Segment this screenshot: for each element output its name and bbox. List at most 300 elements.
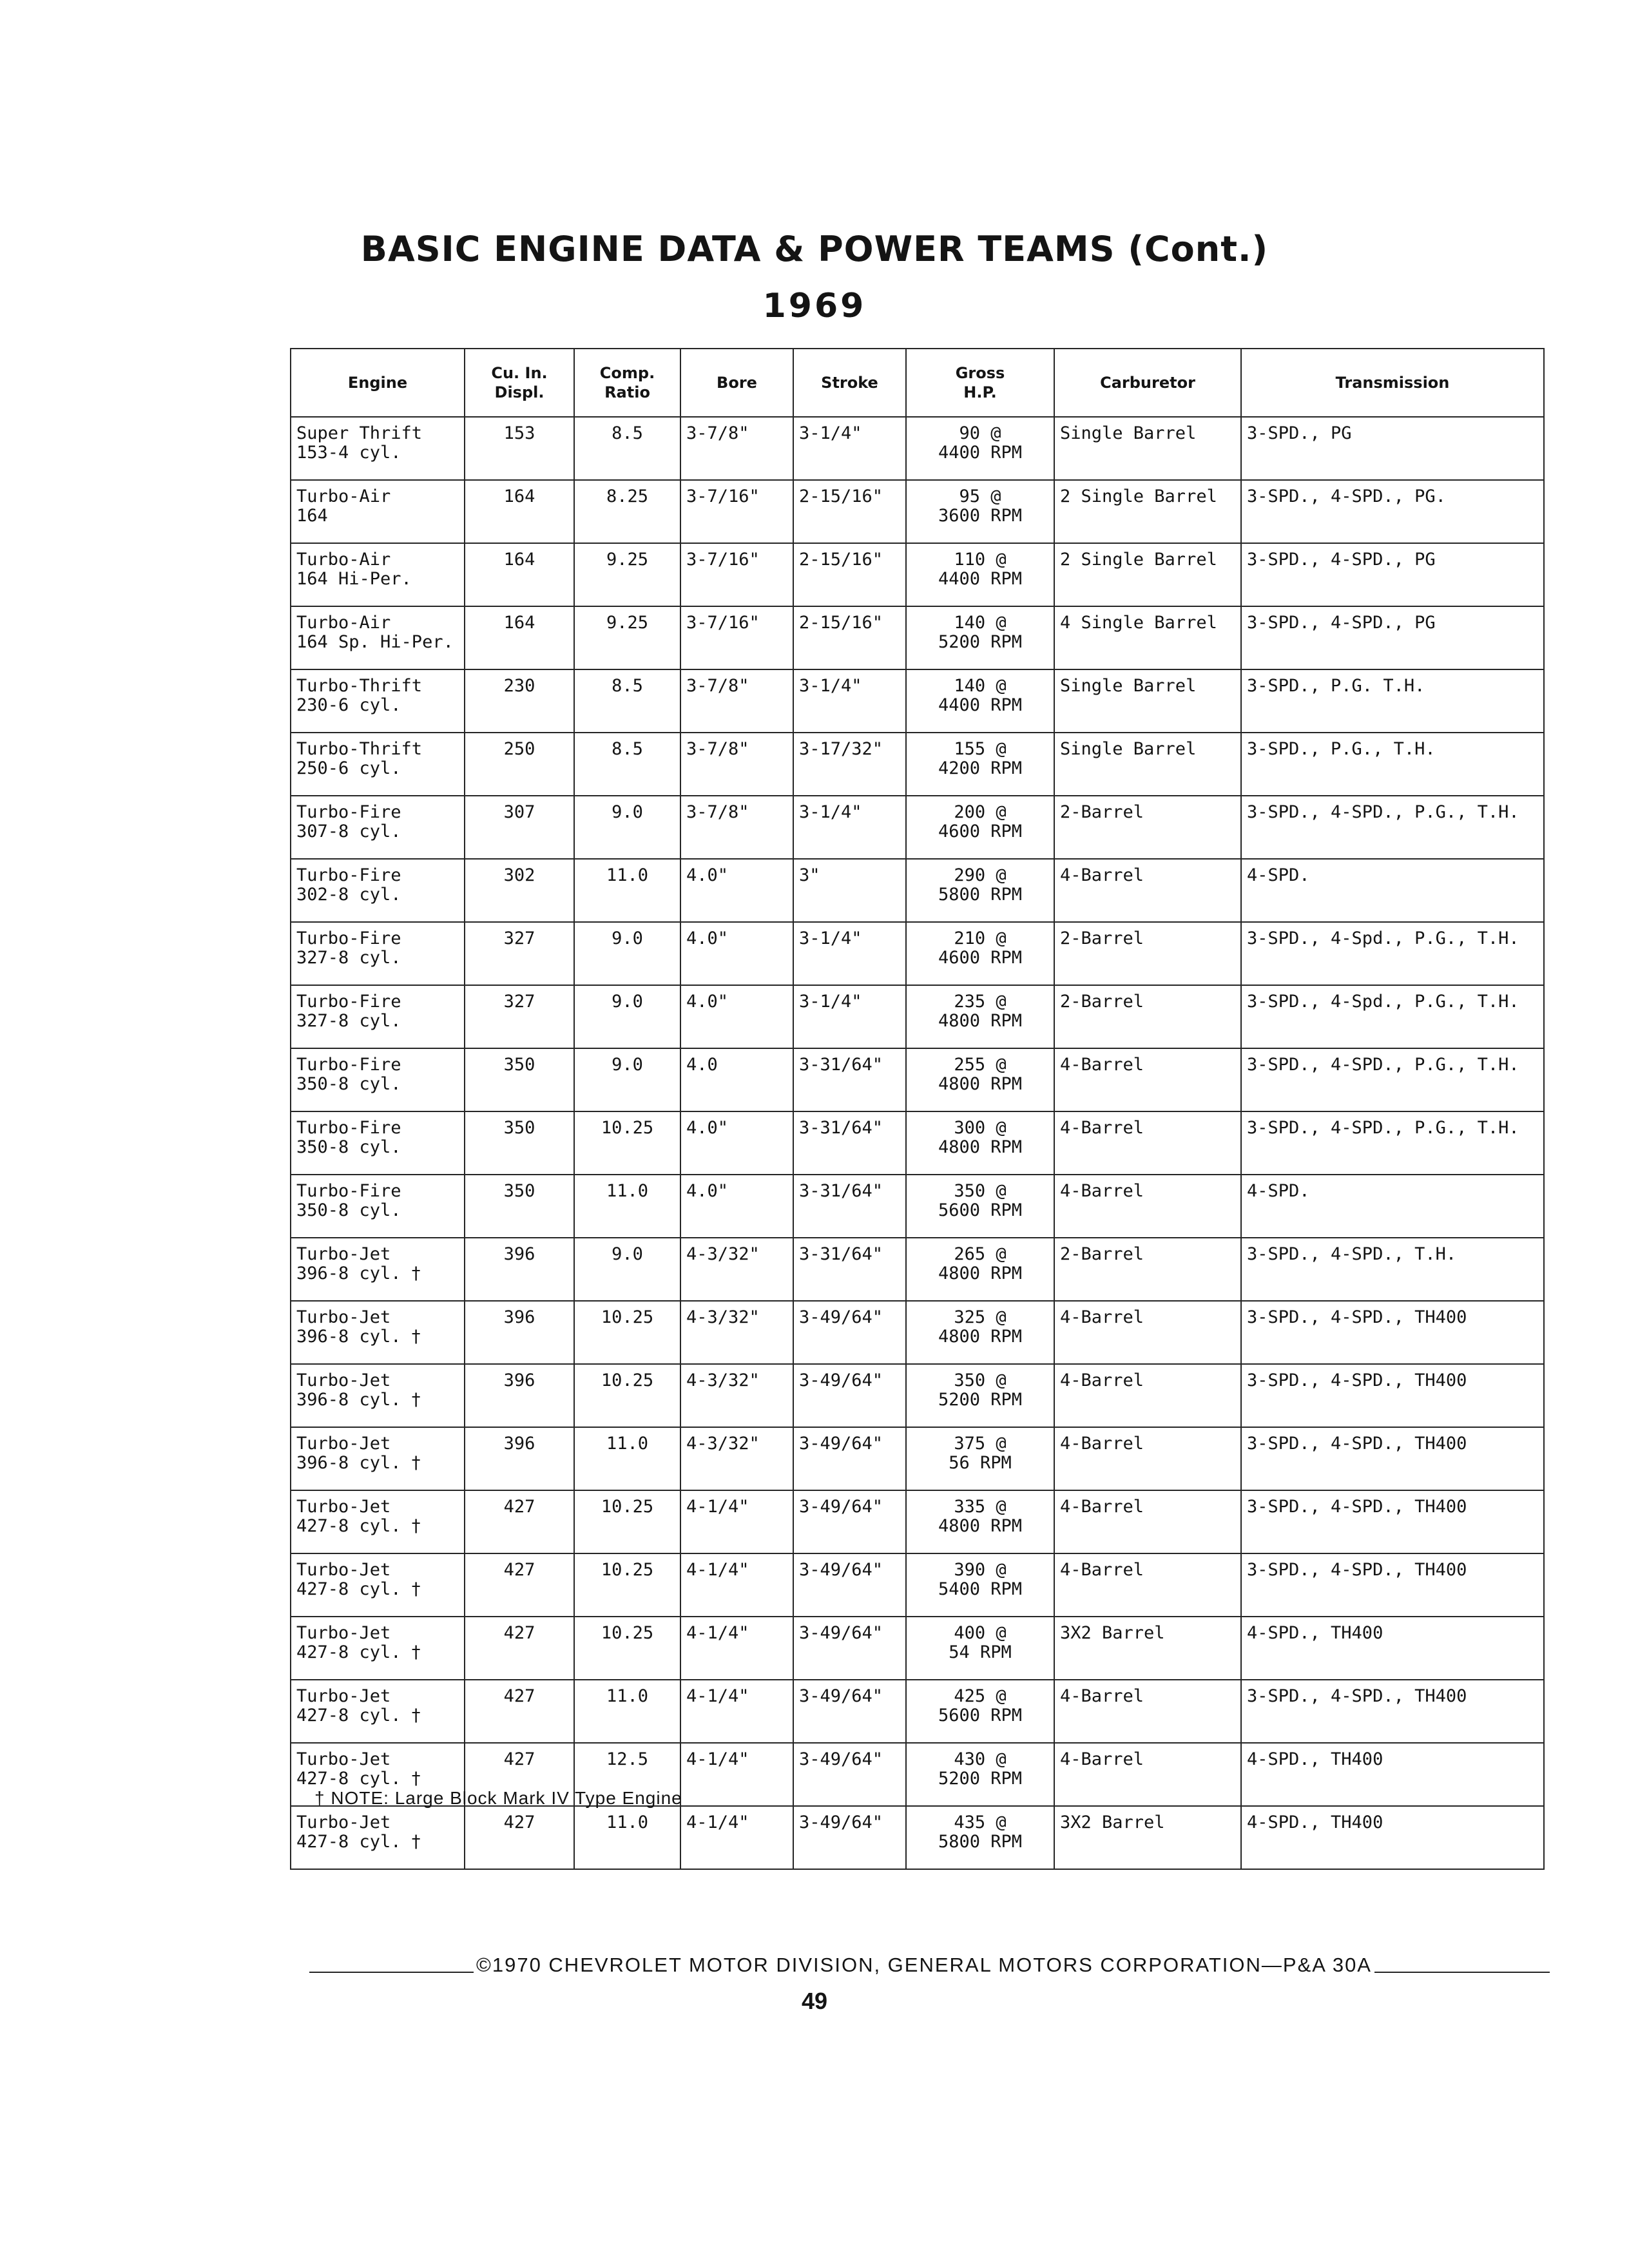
cell-bore: 3-7/8" [680,417,793,480]
cell-transmission: 3-SPD., 4-SPD., TH400 [1241,1364,1544,1427]
cell-engine [291,985,465,1048]
table-row [291,1048,1544,1111]
hp-rpm: 4800 RPM [938,1011,1023,1031]
engine-config: 427-8 cyl. [296,1769,401,1789]
cell-transmission: 3-SPD., 4-SPD., TH400 [1241,1427,1544,1490]
cell-stroke: 3-31/64" [793,1175,906,1238]
page-number: 49 [801,1988,828,2014]
cell-comp-ratio: 9.0 [574,922,680,985]
cell-comp-ratio: 11.0 [574,1427,680,1490]
engine-name: Turbo-Fire [296,1118,401,1138]
hp-value: 140 @ [954,613,1007,633]
cell-gross-hp [906,859,1054,922]
cell-transmission: 3-SPD., 4-SPD., PG [1241,606,1544,669]
cell-transmission: 4-SPD., TH400 [1241,1617,1544,1680]
dagger-mark: † [411,1579,421,1599]
cell-engine [291,1301,465,1364]
cell-bore: 3-7/16" [680,543,793,606]
cell-gross-hp [906,669,1054,733]
cell-carburetor: 4-Barrel [1054,1175,1241,1238]
col-header-bore: Bore [680,349,793,417]
hp-rpm: 5600 RPM [938,1706,1023,1725]
cell-stroke: 3-31/64" [793,1238,906,1301]
engine-config: 396-8 cyl. [296,1390,401,1410]
engine-name: Turbo-Thrift [296,676,423,696]
engine-config: 164 [296,506,328,526]
cell-transmission: 3-SPD., 4-SPD., P.G., T.H. [1241,796,1544,859]
cell-gross-hp [906,1301,1054,1364]
cell-bore: 4-1/4" [680,1680,793,1743]
cell-stroke: 3-49/64" [793,1364,906,1427]
cell-engine [291,1617,465,1680]
hp-value: 390 @ [954,1560,1007,1580]
cell-carburetor: 2 Single Barrel [1054,543,1241,606]
cell-carburetor: 3X2 Barrel [1054,1617,1241,1680]
cell-transmission: 3-SPD., 4-SPD., PG. [1241,480,1544,543]
col-header-stroke: Stroke [793,349,906,417]
cell-engine [291,922,465,985]
cell-carburetor: Single Barrel [1054,733,1241,796]
cell-comp-ratio: 10.25 [574,1553,680,1617]
dagger-mark: † [411,1453,421,1473]
cell-displ: 350 [465,1048,574,1111]
cell-stroke: 3-1/4" [793,985,906,1048]
dagger-mark: † [411,1390,421,1410]
cell-displ: 396 [465,1427,574,1490]
cell-carburetor: 4-Barrel [1054,1680,1241,1743]
table-row [291,417,1544,480]
table-row [291,1301,1544,1364]
hp-value: 200 @ [954,802,1007,822]
cell-carburetor: 4-Barrel [1054,859,1241,922]
hp-value: 335 @ [954,1497,1007,1517]
table-row [291,1680,1544,1743]
cell-carburetor: 2-Barrel [1054,796,1241,859]
cell-gross-hp [906,1048,1054,1111]
cell-stroke: 3-49/64" [793,1490,906,1553]
cell-gross-hp [906,1553,1054,1617]
engine-name: Turbo-Thrift [296,739,423,759]
cell-carburetor: 4-Barrel [1054,1553,1241,1617]
cell-comp-ratio: 9.25 [574,543,680,606]
engine-name: Turbo-Jet [296,1812,391,1832]
engine-name: Turbo-Jet [296,1749,391,1769]
hp-rpm: 5400 RPM [938,1579,1023,1599]
cell-displ: 350 [465,1175,574,1238]
copyright-text: ©1970 CHEVROLET MOTOR DIVISION, GENERAL MOTORS CORPORATION—P&A 30A [476,1954,1372,1976]
table-row [291,1553,1544,1617]
hp-value: 210 @ [954,928,1007,948]
table-body [291,417,1544,1869]
dagger-mark: † [411,1327,421,1347]
cell-stroke: 3-17/32" [793,733,906,796]
cell-transmission: 3-SPD., 4-Spd., P.G., T.H. [1241,922,1544,985]
cell-transmission: 4-SPD., TH400 [1241,1743,1544,1806]
cell-transmission: 3-SPD., 4-SPD., TH400 [1241,1301,1544,1364]
cell-displ: 427 [465,1806,574,1869]
cell-bore: 4.0" [680,859,793,922]
hp-value: 90 @ [959,423,1001,443]
hp-rpm: 4800 RPM [938,1137,1023,1157]
cell-bore: 4-3/32" [680,1238,793,1301]
cell-carburetor: 4-Barrel [1054,1301,1241,1364]
engine-name: Turbo-Fire [296,865,401,885]
cell-transmission: 3-SPD., 4-SPD., TH400 [1241,1680,1544,1743]
cell-engine [291,1553,465,1617]
cell-gross-hp [906,1364,1054,1427]
cell-transmission: 3-SPD., 4-SPD., TH400 [1241,1490,1544,1553]
engine-name: Turbo-Jet [296,1244,391,1264]
cell-stroke: 3-49/64" [793,1301,906,1364]
engine-name: Turbo-Air [296,550,391,570]
table-row [291,859,1544,922]
cell-stroke: 2-15/16" [793,606,906,669]
cell-displ: 327 [465,985,574,1048]
hp-rpm: 4800 RPM [938,1516,1023,1536]
col-header-transmission: Transmission [1241,349,1544,417]
col-header-gross-hp: Gross H.P. [906,349,1054,417]
hp-rpm: 4600 RPM [938,948,1023,968]
cell-gross-hp [906,1617,1054,1680]
cell-displ: 230 [465,669,574,733]
hp-value: 350 @ [954,1181,1007,1201]
table-row [291,922,1544,985]
cell-transmission: 3-SPD., 4-SPD., TH400 [1241,1553,1544,1617]
engine-name: Turbo-Air [296,486,391,506]
cell-carburetor: 4 Single Barrel [1054,606,1241,669]
cell-gross-hp [906,1238,1054,1301]
engine-name: Turbo-Fire [296,992,401,1012]
hp-rpm: 5200 RPM [938,1390,1023,1410]
cell-carburetor: 4-Barrel [1054,1111,1241,1175]
cell-engine [291,859,465,922]
cell-bore: 3-7/16" [680,480,793,543]
cell-transmission: 3-SPD., 4-SPD., P.G., T.H. [1241,1048,1544,1111]
hp-rpm: 5200 RPM [938,1769,1023,1789]
cell-engine [291,1364,465,1427]
hp-value: 435 @ [954,1812,1007,1832]
engine-config: 427-8 cyl. [296,1832,401,1852]
cell-displ: 350 [465,1111,574,1175]
table-row [291,733,1544,796]
hp-rpm: 5800 RPM [938,885,1023,905]
table-row [291,669,1544,733]
hp-value: 95 @ [959,486,1001,506]
cell-gross-hp [906,480,1054,543]
hp-value: 265 @ [954,1244,1007,1264]
cell-engine [291,669,465,733]
cell-engine [291,1238,465,1301]
hp-value: 430 @ [954,1749,1007,1769]
cell-gross-hp [906,1427,1054,1490]
engine-config: 327-8 cyl. [296,1011,401,1031]
engine-config: 302-8 cyl. [296,885,401,905]
col-header-comp-ratio: Comp. Ratio [574,349,680,417]
engine-config: 307-8 cyl. [296,822,401,841]
table-header-row [291,349,1544,417]
cell-displ: 307 [465,796,574,859]
hp-rpm: 56 RPM [949,1453,1012,1473]
cell-comp-ratio: 8.5 [574,669,680,733]
cell-transmission: 3-SPD., 4-SPD., PG [1241,543,1544,606]
cell-comp-ratio: 9.0 [574,796,680,859]
table-row [291,1111,1544,1175]
engine-config: 396-8 cyl. [296,1453,401,1473]
cell-displ: 164 [465,606,574,669]
dagger-mark: † [411,1516,421,1536]
cell-comp-ratio: 11.0 [574,859,680,922]
cell-gross-hp [906,1111,1054,1175]
table-row [291,543,1544,606]
engine-name: Super Thrift [296,423,423,443]
cell-comp-ratio: 9.0 [574,1048,680,1111]
cell-gross-hp [906,796,1054,859]
cell-carburetor: 4-Barrel [1054,1048,1241,1111]
cell-displ: 396 [465,1364,574,1427]
cell-carburetor: 2 Single Barrel [1054,480,1241,543]
table-row [291,1427,1544,1490]
copyright-footer [309,1951,1550,1977]
hp-value: 110 @ [954,550,1007,570]
cell-engine [291,606,465,669]
engine-name: Turbo-Jet [296,1497,391,1517]
cell-transmission: 3-SPD., 4-SPD., P.G., T.H. [1241,1111,1544,1175]
cell-stroke: 3" [793,859,906,922]
hp-value: 425 @ [954,1686,1007,1706]
table-row [291,796,1544,859]
hp-rpm: 4400 RPM [938,695,1023,715]
cell-bore: 4-1/4" [680,1553,793,1617]
cell-carburetor: Single Barrel [1054,669,1241,733]
cell-comp-ratio: 10.25 [574,1364,680,1427]
cell-stroke: 3-49/64" [793,1680,906,1743]
cell-stroke: 2-15/16" [793,543,906,606]
cell-displ: 164 [465,543,574,606]
hp-value: 140 @ [954,676,1007,696]
cell-transmission: 4-SPD., TH400 [1241,1806,1544,1869]
cell-comp-ratio: 8.5 [574,417,680,480]
cell-carburetor: 4-Barrel [1054,1743,1241,1806]
cell-engine [291,480,465,543]
cell-stroke: 3-49/64" [793,1806,906,1869]
cell-transmission: 3-SPD., PG [1241,417,1544,480]
cell-gross-hp [906,1175,1054,1238]
engine-config: 427-8 cyl. [296,1579,401,1599]
cell-carburetor: 4-Barrel [1054,1490,1241,1553]
engine-name: Turbo-Jet [296,1370,391,1390]
cell-bore: 4-1/4" [680,1806,793,1869]
hp-rpm: 5200 RPM [938,632,1023,652]
footnote: † NOTE: Large Block Mark IV Type Engine [314,1788,682,1808]
cell-engine [291,1111,465,1175]
engine-config: 396-8 cyl. [296,1264,401,1283]
hp-rpm: 5800 RPM [938,1832,1023,1852]
cell-comp-ratio: 11.0 [574,1680,680,1743]
table-row [291,985,1544,1048]
cell-engine [291,1048,465,1111]
cell-transmission: 3-SPD., 4-Spd., P.G., T.H. [1241,985,1544,1048]
cell-stroke: 3-31/64" [793,1048,906,1111]
cell-bore: 4.0" [680,1111,793,1175]
hp-rpm: 4800 RPM [938,1327,1023,1347]
cell-comp-ratio: 10.25 [574,1490,680,1553]
engine-name: Turbo-Air [296,613,391,633]
cell-bore: 4.0 [680,1048,793,1111]
cell-gross-hp [906,733,1054,796]
cell-carburetor: 4-Barrel [1054,1427,1241,1490]
hp-rpm: 3600 RPM [938,506,1023,526]
cell-displ: 396 [465,1301,574,1364]
cell-engine [291,1175,465,1238]
cell-comp-ratio: 8.25 [574,480,680,543]
engine-config: 350-8 cyl. [296,1074,401,1094]
cell-displ: 250 [465,733,574,796]
cell-gross-hp [906,1806,1054,1869]
engine-config: 250-6 cyl. [296,758,401,778]
cell-comp-ratio: 10.25 [574,1111,680,1175]
cell-stroke: 3-49/64" [793,1743,906,1806]
cell-bore: 4.0" [680,985,793,1048]
hp-value: 300 @ [954,1118,1007,1138]
cell-bore: 4-1/4" [680,1490,793,1553]
cell-transmission: 3-SPD., P.G. T.H. [1241,669,1544,733]
cell-gross-hp [906,1743,1054,1806]
cell-bore: 4-1/4" [680,1617,793,1680]
dagger-mark: † [411,1832,421,1852]
cell-carburetor: 2-Barrel [1054,1238,1241,1301]
engine-name: Turbo-Jet [296,1686,391,1706]
cell-displ: 427 [465,1490,574,1553]
cell-bore: 4-3/32" [680,1364,793,1427]
engine-name: Turbo-Jet [296,1307,391,1327]
engine-name: Turbo-Jet [296,1560,391,1580]
cell-stroke: 3-49/64" [793,1427,906,1490]
hp-rpm: 4800 RPM [938,1264,1023,1283]
cell-engine [291,1490,465,1553]
engine-data-table [290,348,1545,1870]
cell-gross-hp [906,985,1054,1048]
engine-name: Turbo-Jet [296,1623,391,1643]
cell-displ: 327 [465,922,574,985]
table-row [291,1364,1544,1427]
cell-engine [291,733,465,796]
engine-name: Turbo-Fire [296,928,401,948]
cell-comp-ratio: 10.25 [574,1617,680,1680]
cell-gross-hp [906,1490,1054,1553]
dagger-mark: † [411,1769,421,1789]
cell-comp-ratio: 12.5 [574,1743,680,1806]
dagger-mark: † [411,1706,421,1725]
cell-stroke: 3-1/4" [793,417,906,480]
cell-stroke: 3-31/64" [793,1111,906,1175]
cell-engine [291,1427,465,1490]
cell-engine [291,543,465,606]
engine-config: 327-8 cyl. [296,948,401,968]
cell-carburetor: 2-Barrel [1054,922,1241,985]
cell-comp-ratio: 8.5 [574,733,680,796]
hp-rpm: 5600 RPM [938,1200,1023,1220]
engine-config: 164 Hi-Per. [296,569,412,589]
hp-value: 325 @ [954,1307,1007,1327]
table-row [291,606,1544,669]
cell-transmission: 3-SPD., P.G., T.H. [1241,733,1544,796]
cell-stroke: 3-1/4" [793,796,906,859]
table-row [291,1175,1544,1238]
cell-carburetor: Single Barrel [1054,417,1241,480]
cell-gross-hp [906,417,1054,480]
cell-gross-hp [906,543,1054,606]
table-row [291,1490,1544,1553]
cell-displ: 427 [465,1680,574,1743]
cell-displ: 427 [465,1617,574,1680]
page-title: BASIC ENGINE DATA & POWER TEAMS (Cont.) [360,229,1269,269]
dagger-mark: † [411,1264,421,1283]
cell-comp-ratio: 10.25 [574,1301,680,1364]
col-header-carburetor: Carburetor [1054,349,1241,417]
hp-rpm: 4600 RPM [938,822,1023,841]
hp-value: 350 @ [954,1370,1007,1390]
cell-stroke: 3-49/64" [793,1553,906,1617]
cell-comp-ratio: 11.0 [574,1175,680,1238]
hp-rpm: 4400 RPM [938,443,1023,463]
engine-config: 427-8 cyl. [296,1706,401,1725]
cell-bore: 3-7/8" [680,733,793,796]
cell-bore: 4-1/4" [680,1743,793,1806]
engine-config: 164 Sp. Hi-Per. [296,632,454,652]
cell-displ: 164 [465,480,574,543]
engine-config: 427-8 cyl. [296,1516,401,1536]
cell-displ: 302 [465,859,574,922]
cell-stroke: 3-49/64" [793,1617,906,1680]
cell-comp-ratio: 11.0 [574,1806,680,1869]
cell-stroke: 2-15/16" [793,480,906,543]
table-row [291,1806,1544,1869]
engine-name: Turbo-Fire [296,802,401,822]
cell-gross-hp [906,1680,1054,1743]
cell-gross-hp [906,922,1054,985]
engine-config: 230-6 cyl. [296,695,401,715]
engine-config: 153-4 cyl. [296,443,401,463]
hp-value: 375 @ [954,1434,1007,1454]
cell-stroke: 3-1/4" [793,669,906,733]
cell-bore: 3-7/16" [680,606,793,669]
engine-config: 396-8 cyl. [296,1327,401,1347]
cell-transmission: 4-SPD. [1241,859,1544,922]
cell-bore: 4.0" [680,1175,793,1238]
hp-rpm: 4800 RPM [938,1074,1023,1094]
cell-stroke: 3-1/4" [793,922,906,985]
table-row [291,1617,1544,1680]
col-header-engine: Engine [291,349,465,417]
cell-displ: 427 [465,1553,574,1617]
footer-rule-right [1374,1972,1550,1973]
engine-name: Turbo-Fire [296,1055,401,1075]
hp-rpm: 4200 RPM [938,758,1023,778]
hp-rpm: 54 RPM [949,1642,1012,1662]
cell-comp-ratio: 9.25 [574,606,680,669]
cell-engine [291,1680,465,1743]
cell-bore: 4-3/32" [680,1301,793,1364]
engine-config: 350-8 cyl. [296,1200,401,1220]
cell-comp-ratio: 9.0 [574,985,680,1048]
hp-value: 400 @ [954,1623,1007,1643]
cell-gross-hp [906,606,1054,669]
hp-value: 235 @ [954,992,1007,1012]
cell-carburetor: 2-Barrel [1054,985,1241,1048]
cell-displ: 396 [465,1238,574,1301]
year-heading: 1969 [762,287,867,325]
cell-engine [291,417,465,480]
